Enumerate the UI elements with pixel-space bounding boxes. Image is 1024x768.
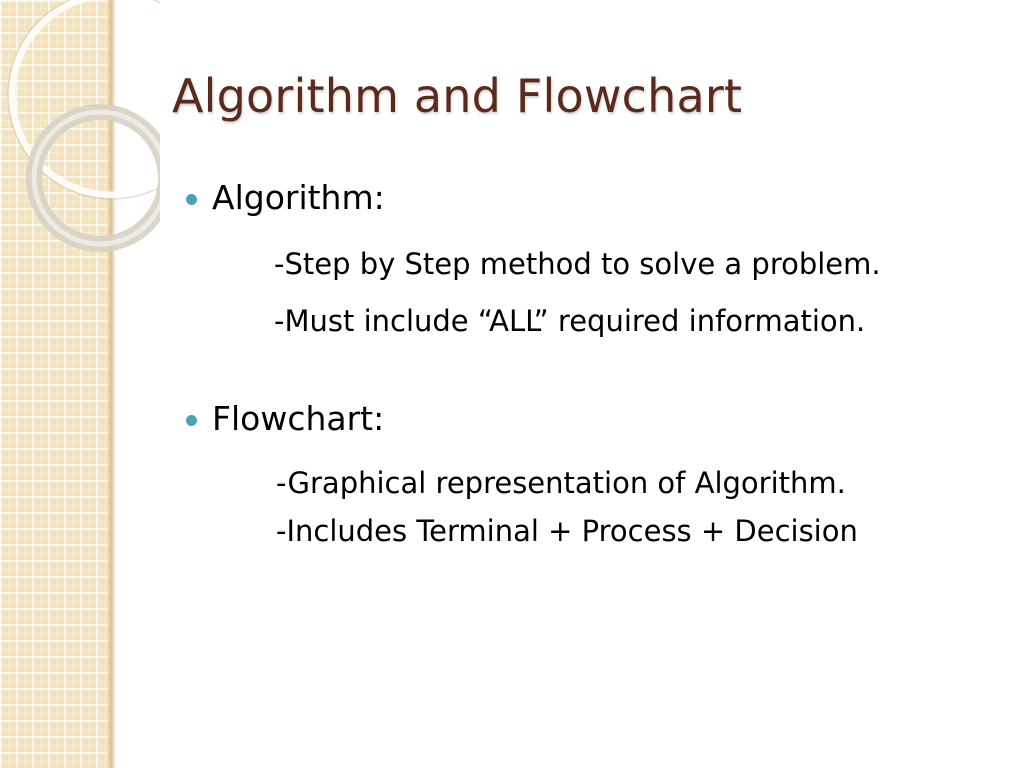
- slide-title: Algorithm and Flowchart: [172, 69, 743, 123]
- flowchart-line-2: -Includes Terminal + Process + Decision: [276, 514, 858, 548]
- algorithm-line-1: -Step by Step method to solve a problem.: [274, 247, 881, 281]
- bullet-algorithm: Algorithm:: [212, 178, 385, 217]
- bullet-dot-icon: [186, 415, 197, 426]
- algorithm-line-2: -Must include “ALL” required information.: [274, 304, 866, 338]
- decorative-rings-icon: [0, 0, 160, 260]
- bullet-flowchart: Flowchart:: [212, 399, 385, 438]
- bullet-dot-icon: [186, 194, 197, 205]
- flowchart-line-1: -Graphical representation of Algorithm.: [276, 466, 846, 500]
